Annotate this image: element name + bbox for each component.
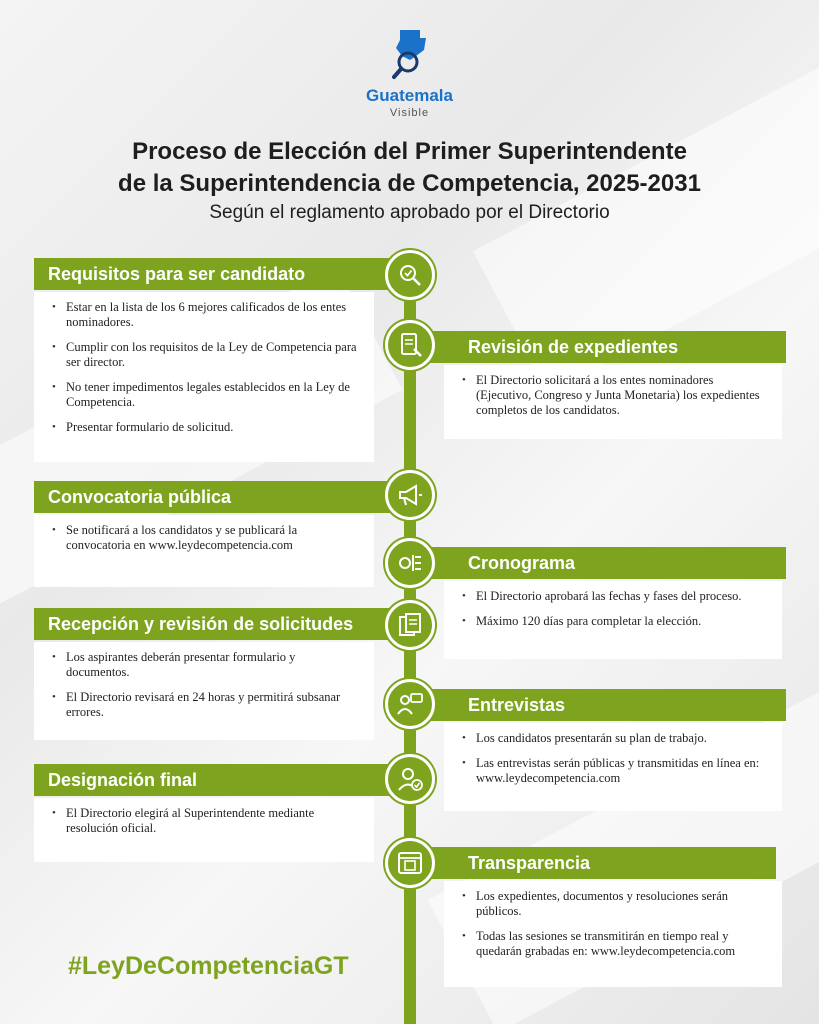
- interview-icon: [385, 679, 435, 729]
- section-title: Recepción y revisión de solicitudes: [34, 608, 390, 640]
- section-title: Revisión de expedientes: [430, 331, 786, 363]
- bullet-item: • El Directorio elegirá al Superintendente mediante resolución oficial.: [48, 806, 360, 836]
- bullet-item: • Máximo 120 días para completar la elección.: [458, 614, 768, 629]
- document-review-icon: [385, 320, 435, 370]
- bullet-item: • Las entrevistas serán públicas y transmitidas en línea en: www.leydecompetencia.com: [458, 756, 768, 786]
- bullet-item: • Los expedientes, documentos y resoluciones serán públicos.: [458, 889, 768, 919]
- section-card: [34, 515, 374, 587]
- section-card: [34, 798, 374, 862]
- bullet-item: • Se notificará a los candidatos y se publicará la convocatoria en www.leydecompetencia.com: [48, 523, 360, 553]
- section-card: [444, 581, 782, 659]
- bullet-item: • Estar en la lista de los 6 mejores calificados de los entes nominadores.: [48, 300, 360, 330]
- title-line-2: de la Superintendencia de Competencia, 2025-2031: [118, 170, 701, 197]
- bullet-item: • Los candidatos presentarán su plan de trabajo.: [458, 731, 768, 746]
- bullet-item: • No tener impedimentos legales establecidos en la Ley de Competencia.: [48, 380, 360, 410]
- section-card: [34, 642, 374, 740]
- section-title: Requisitos para ser candidato: [34, 258, 390, 290]
- documents-icon: [385, 600, 435, 650]
- guatemala-map-icon: [386, 26, 434, 82]
- section-card: [444, 723, 782, 811]
- title-line-1: Proceso de Elección del Primer Superintendente: [132, 138, 687, 165]
- bullet-item: • El Directorio revisará en 24 horas y permitirá subsanar errores.: [48, 690, 360, 720]
- section-title: Entrevistas: [430, 689, 786, 721]
- section-card: [444, 881, 782, 987]
- section-title: Cronograma: [430, 547, 786, 579]
- bullet-item: • El Directorio solicitará a los entes nominadores (Ejecutivo, Congreso y Junta Monetaria) los expedientes completos de los candidatos.: [458, 373, 768, 418]
- page-subtitle: Según el reglamento aprobado por el Directorio: [209, 202, 610, 223]
- person-check-icon: [385, 754, 435, 804]
- hashtag: #LeyDeCompetenciaGT: [68, 952, 349, 980]
- logo-name: Guatemala: [366, 86, 453, 105]
- bullet-item: • Los aspirantes deberán presentar formulario y documentos.: [48, 650, 360, 680]
- bullet-item: • Presentar formulario de solicitud.: [48, 420, 360, 435]
- transparency-document-icon: [385, 838, 435, 888]
- bullet-item: • Todas las sesiones se transmitirán en tiempo real y quedarán grabadas en: www.leydecompetencia.com: [458, 929, 768, 959]
- timeline-icon: [385, 538, 435, 588]
- bullet-item: • Cumplir con los requisitos de la Ley de Competencia para ser director.: [48, 340, 360, 370]
- page-title: [0, 136, 819, 200]
- section-card: [34, 292, 374, 462]
- logo: [0, 26, 819, 119]
- bullet-item: • El Directorio aprobará las fechas y fases del proceso.: [458, 589, 768, 604]
- search-check-icon: [385, 250, 435, 300]
- section-title: Transparencia: [430, 847, 776, 879]
- megaphone-icon: [385, 470, 435, 520]
- section-title: Designación final: [34, 764, 390, 796]
- section-title: Convocatoria pública: [34, 481, 390, 513]
- section-card: [444, 365, 782, 439]
- logo-subtitle: Visible: [389, 107, 430, 119]
